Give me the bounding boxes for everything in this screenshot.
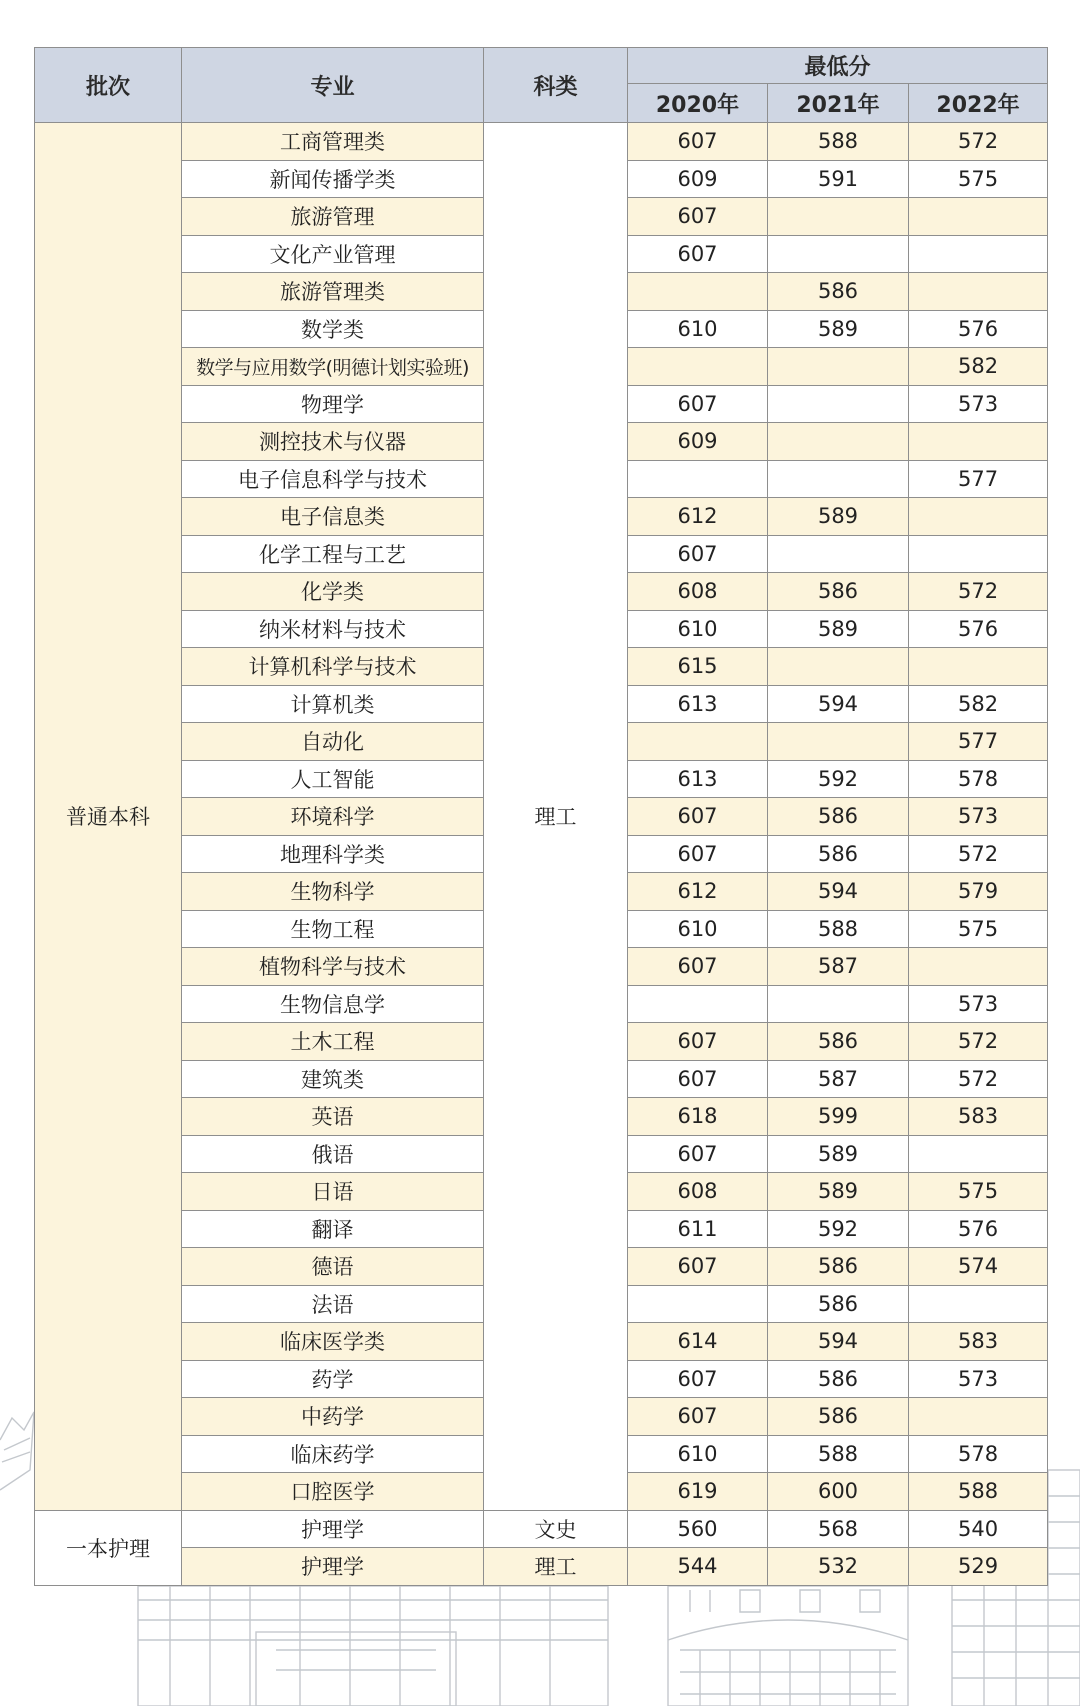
score-cell-2021: [768, 198, 909, 236]
score-cell-2020: 544: [628, 1548, 768, 1586]
score-cell-2020: [628, 1285, 768, 1323]
major-cell: 地理科学类: [182, 835, 484, 873]
batch-cell: 一本护理: [35, 1510, 182, 1585]
score-cell-2020: 619: [628, 1473, 768, 1511]
score-cell-2022: 582: [909, 348, 1048, 386]
major-cell: 护理学: [182, 1548, 484, 1586]
score-cell-2022: 575: [909, 160, 1048, 198]
score-cell-2020: 607: [628, 1023, 768, 1061]
score-cell-2021: [768, 385, 909, 423]
score-cell-2020: 613: [628, 760, 768, 798]
score-cell-2020: 610: [628, 910, 768, 948]
major-cell: 文化产业管理: [182, 235, 484, 273]
score-cell-2020: 609: [628, 423, 768, 461]
score-cell-2020: 607: [628, 835, 768, 873]
score-cell-2020: 607: [628, 198, 768, 236]
score-cell-2021: 594: [768, 1323, 909, 1361]
score-cell-2022: 576: [909, 1210, 1048, 1248]
score-cell-2021: 588: [768, 1435, 909, 1473]
score-cell-2022: 572: [909, 573, 1048, 611]
score-cell-2020: 607: [628, 1360, 768, 1398]
score-cell-2022: 578: [909, 1435, 1048, 1473]
score-cell-2022: 572: [909, 1023, 1048, 1061]
major-cell: 护理学: [182, 1510, 484, 1548]
score-cell-2022: 572: [909, 835, 1048, 873]
score-cell-2021: 586: [768, 1398, 909, 1436]
header-category: 科类: [484, 48, 628, 123]
major-cell: 生物科学: [182, 873, 484, 911]
major-cell: 电子信息类: [182, 498, 484, 536]
major-cell: 药学: [182, 1360, 484, 1398]
score-cell-2021: 594: [768, 685, 909, 723]
score-cell-2021: 589: [768, 498, 909, 536]
score-cell-2020: 607: [628, 385, 768, 423]
category-cell: 理工: [484, 1548, 628, 1586]
score-cell-2021: 586: [768, 273, 909, 311]
major-cell: 旅游管理类: [182, 273, 484, 311]
score-cell-2021: 589: [768, 610, 909, 648]
score-cell-2021: 588: [768, 123, 909, 161]
score-cell-2022: 573: [909, 1360, 1048, 1398]
score-cell-2022: 588: [909, 1473, 1048, 1511]
major-cell: 英语: [182, 1098, 484, 1136]
score-cell-2020: 611: [628, 1210, 768, 1248]
category-cell: 理工: [484, 123, 628, 1511]
major-cell: 计算机科学与技术: [182, 648, 484, 686]
score-cell-2020: 560: [628, 1510, 768, 1548]
score-cell-2022: 573: [909, 798, 1048, 836]
score-cell-2022: 583: [909, 1323, 1048, 1361]
score-cell-2020: 610: [628, 610, 768, 648]
score-cell-2020: [628, 273, 768, 311]
admission-score-table: [34, 47, 1048, 1586]
major-cell: 日语: [182, 1173, 484, 1211]
score-cell-2020: 608: [628, 1173, 768, 1211]
score-cell-2020: 609: [628, 160, 768, 198]
score-cell-2021: [768, 235, 909, 273]
major-cell: 生物信息学: [182, 985, 484, 1023]
score-cell-2020: 608: [628, 573, 768, 611]
score-cell-2022: 577: [909, 723, 1048, 761]
score-cell-2020: [628, 348, 768, 386]
score-cell-2020: [628, 723, 768, 761]
major-cell: 法语: [182, 1285, 484, 1323]
score-cell-2022: [909, 1135, 1048, 1173]
score-cell-2020: 607: [628, 535, 768, 573]
score-cell-2020: 607: [628, 1060, 768, 1098]
score-cell-2020: 614: [628, 1323, 768, 1361]
header-batch: 批次: [35, 48, 182, 123]
score-cell-2021: 586: [768, 835, 909, 873]
score-cell-2022: [909, 1398, 1048, 1436]
score-cell-2021: 591: [768, 160, 909, 198]
score-cell-2021: 588: [768, 910, 909, 948]
major-cell: 化学类: [182, 573, 484, 611]
score-cell-2020: 610: [628, 1435, 768, 1473]
major-cell: 数学与应用数学(明德计划实验班): [182, 348, 484, 386]
score-cell-2020: 607: [628, 1398, 768, 1436]
score-cell-2021: [768, 723, 909, 761]
score-cell-2022: 576: [909, 310, 1048, 348]
score-cell-2021: 532: [768, 1548, 909, 1586]
score-cell-2020: 615: [628, 648, 768, 686]
score-cell-2022: 572: [909, 123, 1048, 161]
score-cell-2022: [909, 235, 1048, 273]
score-cell-2021: 600: [768, 1473, 909, 1511]
score-cell-2021: 592: [768, 760, 909, 798]
major-cell: 临床医学类: [182, 1323, 484, 1361]
score-cell-2022: 579: [909, 873, 1048, 911]
score-cell-2020: 613: [628, 685, 768, 723]
score-cell-2022: 572: [909, 1060, 1048, 1098]
score-cell-2021: 599: [768, 1098, 909, 1136]
score-cell-2022: [909, 948, 1048, 986]
score-cell-2022: 573: [909, 385, 1048, 423]
score-cell-2020: 612: [628, 498, 768, 536]
major-cell: 化学工程与工艺: [182, 535, 484, 573]
major-cell: 口腔医学: [182, 1473, 484, 1511]
score-cell-2021: [768, 985, 909, 1023]
score-cell-2021: 589: [768, 1173, 909, 1211]
score-cell-2021: [768, 648, 909, 686]
major-cell: 生物工程: [182, 910, 484, 948]
score-cell-2022: 540: [909, 1510, 1048, 1548]
score-cell-2022: [909, 273, 1048, 311]
score-cell-2022: 529: [909, 1548, 1048, 1586]
score-cell-2022: 583: [909, 1098, 1048, 1136]
major-cell: 翻译: [182, 1210, 484, 1248]
major-cell: 俄语: [182, 1135, 484, 1173]
batch-cell: 普通本科: [35, 123, 182, 1511]
major-cell: 自动化: [182, 723, 484, 761]
score-cell-2022: 578: [909, 760, 1048, 798]
score-cell-2022: 582: [909, 685, 1048, 723]
score-cell-2022: [909, 648, 1048, 686]
score-cell-2020: 607: [628, 798, 768, 836]
score-cell-2021: 586: [768, 1023, 909, 1061]
major-cell: 新闻传播学类: [182, 160, 484, 198]
major-cell: 环境科学: [182, 798, 484, 836]
major-cell: 旅游管理: [182, 198, 484, 236]
score-cell-2022: 575: [909, 1173, 1048, 1211]
major-cell: 测控技术与仪器: [182, 423, 484, 461]
major-cell: 电子信息科学与技术: [182, 460, 484, 498]
score-cell-2021: 586: [768, 798, 909, 836]
header-year-2020: 2020年: [628, 84, 768, 123]
score-cell-2022: [909, 535, 1048, 573]
score-cell-2022: 574: [909, 1248, 1048, 1286]
header-min-score: 最低分: [628, 48, 1048, 84]
major-cell: 物理学: [182, 385, 484, 423]
score-cell-2021: 594: [768, 873, 909, 911]
score-cell-2022: 576: [909, 610, 1048, 648]
score-cell-2021: 592: [768, 1210, 909, 1248]
major-cell: 数学类: [182, 310, 484, 348]
major-cell: 临床药学: [182, 1435, 484, 1473]
score-cell-2021: [768, 348, 909, 386]
score-cell-2020: 607: [628, 1248, 768, 1286]
score-cell-2020: 607: [628, 948, 768, 986]
score-cell-2022: 573: [909, 985, 1048, 1023]
score-cell-2020: 612: [628, 873, 768, 911]
table-row: [35, 1510, 1048, 1548]
score-cell-2021: 589: [768, 1135, 909, 1173]
table-row: [35, 1548, 1048, 1586]
major-cell: 德语: [182, 1248, 484, 1286]
score-cell-2022: [909, 498, 1048, 536]
major-cell: 中药学: [182, 1398, 484, 1436]
score-cell-2020: 607: [628, 123, 768, 161]
major-cell: 土木工程: [182, 1023, 484, 1061]
score-cell-2020: [628, 460, 768, 498]
category-cell: 文史: [484, 1510, 628, 1548]
table-row: [35, 123, 1048, 161]
score-cell-2022: [909, 423, 1048, 461]
major-cell: 纳米材料与技术: [182, 610, 484, 648]
score-cell-2021: 568: [768, 1510, 909, 1548]
score-cell-2020: 607: [628, 1135, 768, 1173]
score-cell-2021: 586: [768, 1248, 909, 1286]
score-cell-2021: 587: [768, 948, 909, 986]
score-cell-2020: 607: [628, 235, 768, 273]
score-cell-2022: [909, 1285, 1048, 1323]
major-cell: 建筑类: [182, 1060, 484, 1098]
score-cell-2020: [628, 985, 768, 1023]
score-cell-2021: 587: [768, 1060, 909, 1098]
major-cell: 计算机类: [182, 685, 484, 723]
score-cell-2022: 575: [909, 910, 1048, 948]
score-cell-2021: 586: [768, 1360, 909, 1398]
score-cell-2021: [768, 535, 909, 573]
score-cell-2021: [768, 460, 909, 498]
score-cell-2020: 610: [628, 310, 768, 348]
header-year-2022: 2022年: [909, 84, 1048, 123]
score-cell-2021: 586: [768, 1285, 909, 1323]
major-cell: 人工智能: [182, 760, 484, 798]
score-cell-2021: [768, 423, 909, 461]
table-body: [35, 123, 1048, 1586]
major-cell: 工商管理类: [182, 123, 484, 161]
header-major: 专业: [182, 48, 484, 123]
major-cell: 植物科学与技术: [182, 948, 484, 986]
score-cell-2022: 577: [909, 460, 1048, 498]
score-cell-2021: 586: [768, 573, 909, 611]
score-cell-2021: 589: [768, 310, 909, 348]
score-cell-2022: [909, 198, 1048, 236]
score-cell-2020: 618: [628, 1098, 768, 1136]
header-year-2021: 2021年: [768, 84, 909, 123]
